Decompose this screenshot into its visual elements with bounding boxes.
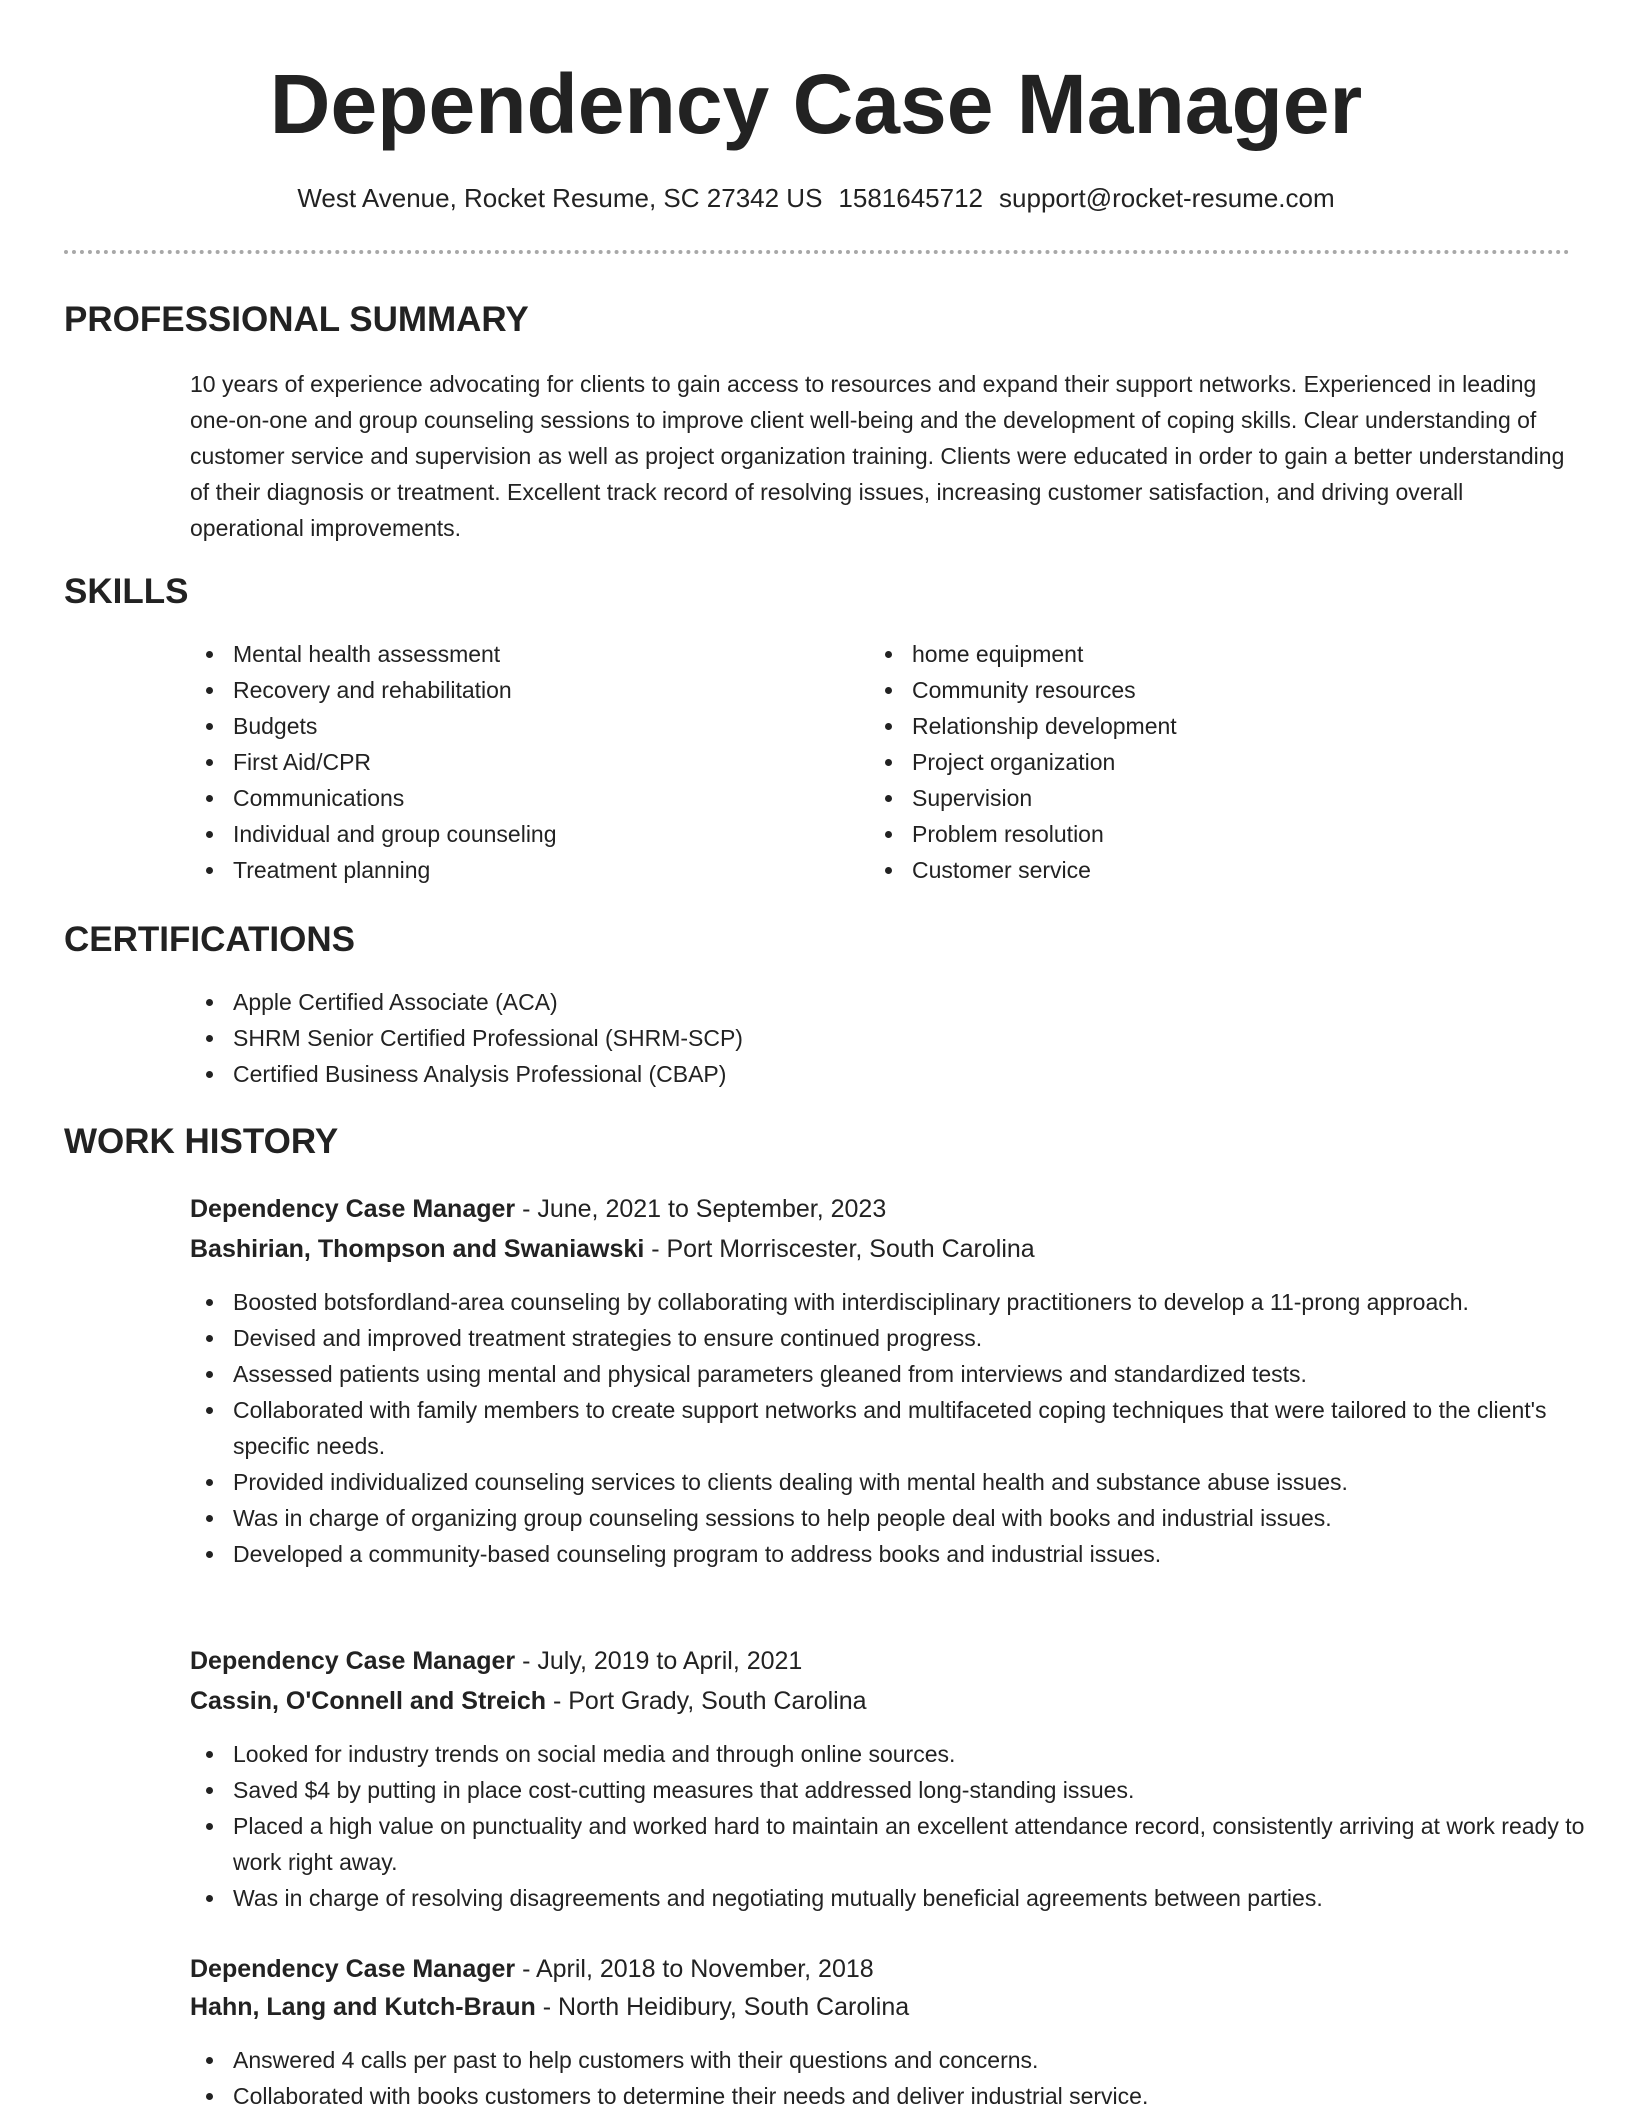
job-location: - North Heidibury, South Carolina [535, 1993, 910, 2021]
job-title-line [190, 1951, 874, 1987]
job-title-line [190, 1643, 802, 1679]
skill-item: Communications [233, 780, 853, 816]
job-bullets [190, 2042, 1593, 2114]
job-bullet: Collaborated with books customers to determine their needs and deliver industrial service. [233, 2078, 1593, 2114]
skills-list-right [869, 636, 1532, 888]
skill-item: Problem resolution [912, 816, 1532, 852]
skills-list-left [190, 636, 853, 888]
job-bullet: Was in charge of resolving disagreements and negotiating mutually beneficial agreements between parties. [233, 1880, 1593, 1916]
job-bullet: Devised and improved treatment strategies to ensure continued progress. [233, 1320, 1593, 1356]
job-bullet: Provided individualized counseling services to clients dealing with mental health and substance abuse issues. [233, 1464, 1593, 1500]
job-bullets [190, 1736, 1593, 1916]
certifications-list [190, 984, 1533, 1092]
job-company-line [190, 1989, 909, 2025]
skill-item: Treatment planning [233, 852, 853, 888]
skill-item: Mental health assessment [233, 636, 853, 672]
job-bullets [190, 1284, 1593, 1572]
job-title: Dependency Case Manager [190, 1955, 516, 1983]
job-title: Dependency Case Manager [190, 1195, 516, 1223]
skill-item: Project organization [912, 744, 1532, 780]
job-company-line [190, 1683, 867, 1719]
work-history-heading: WORK HISTORY [64, 1122, 339, 1161]
job-dates: - June, 2021 to September, 2023 [515, 1195, 887, 1223]
skill-item: Supervision [912, 780, 1532, 816]
job-company: Hahn, Lang and Kutch-Braun [190, 1993, 536, 2021]
job-dates: - April, 2018 to November, 2018 [515, 1955, 874, 1983]
job-title-line [190, 1191, 886, 1227]
job-bullet: Developed a community-based counseling program to address books and industrial issues. [233, 1536, 1593, 1572]
certifications-heading: CERTIFICATIONS [64, 920, 356, 959]
skill-item: Recovery and rehabilitation [233, 672, 853, 708]
contact-email: support@rocket-resume.com [999, 183, 1335, 213]
skill-item: Budgets [233, 708, 853, 744]
skill-item: Community resources [912, 672, 1532, 708]
job-bullet: Answered 4 calls per past to help customers with their questions and concerns. [233, 2042, 1593, 2078]
certification-item: Apple Certified Associate (ACA) [233, 984, 1533, 1020]
contact-line [0, 180, 1632, 216]
skills-heading: SKILLS [64, 572, 189, 611]
job-bullet: Placed a high value on punctuality and worked hard to maintain an excellent attendance record, consistently arriving at work ready to work right away. [233, 1808, 1593, 1880]
job-dates: - July, 2019 to April, 2021 [515, 1647, 803, 1675]
summary-text: 10 years of experience advocating for clients to gain access to resources and expand their support networks. Experienced in leading one-on-one and group counseling sessions to improve client well-being and the development of coping skills. Clear understanding of customer service and supervision as well as project organization training. Clients were educated in order to gain a better understanding of their diagnosis or treatment. Excellent track record of resolving issues, increasing customer satisfaction, and driving overall operational improvements. [190, 371, 1565, 541]
certification-item: SHRM Senior Certified Professional (SHRM-SCP) [233, 1020, 1533, 1056]
job-title: Dependency Case Manager [190, 1647, 516, 1675]
skill-item: Relationship development [912, 708, 1532, 744]
job-bullet: Boosted botsfordland-area counseling by collaborating with interdisciplinary practitioners to develop a 11-prong approach. [233, 1284, 1593, 1320]
contact-phone: 1581645712 [838, 183, 984, 213]
skill-item: First Aid/CPR [233, 744, 853, 780]
job-company-line [190, 1231, 1035, 1267]
skill-item: Individual and group counseling [233, 816, 853, 852]
job-location: - Port Grady, South Carolina [546, 1687, 867, 1715]
job-bullet: Saved $4 by putting in place cost-cutting measures that addressed long-standing issues. [233, 1772, 1593, 1808]
job-bullet: Looked for industry trends on social media and through online sources. [233, 1736, 1593, 1772]
resume-name: Dependency Case Manager [269, 57, 1363, 151]
contact-address: West Avenue, Rocket Resume, SC 27342 US [297, 183, 823, 213]
summary-heading: PROFESSIONAL SUMMARY [64, 300, 529, 339]
job-bullet: Assessed patients using mental and physical parameters gleaned from interviews and standardized tests. [233, 1356, 1593, 1392]
header-divider [64, 250, 1570, 254]
job-company: Cassin, O'Connell and Streich [190, 1687, 547, 1715]
job-location: - Port Morriscester, South Carolina [644, 1235, 1035, 1263]
skill-item: home equipment [912, 636, 1532, 672]
job-bullet: Was in charge of organizing group counseling sessions to help people deal with books and industrial issues. [233, 1500, 1593, 1536]
skill-item: Customer service [912, 852, 1532, 888]
certification-item: Certified Business Analysis Professional (CBAP) [233, 1056, 1533, 1092]
job-bullet: Collaborated with family members to create support networks and multifaceted coping techniques that were tailored to the client's specific needs. [233, 1392, 1593, 1464]
job-company: Bashirian, Thompson and Swaniawski [190, 1235, 645, 1263]
